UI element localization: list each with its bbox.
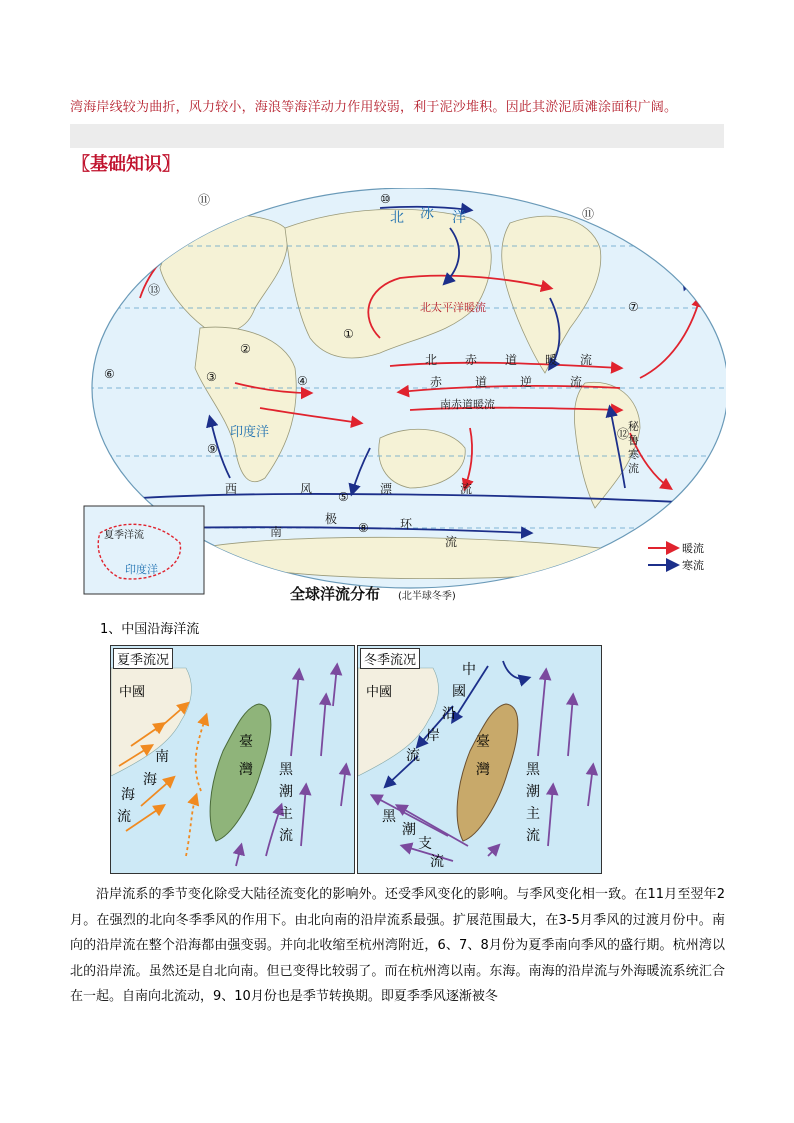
winter-branch-0: 黑 (382, 809, 396, 825)
num-8: ⑧ (358, 521, 369, 535)
divider-band (70, 124, 724, 148)
summer-kuro-2: 主 (279, 806, 293, 822)
num-1: ① (343, 327, 354, 341)
winter-taiwan-0: 臺 (476, 734, 490, 750)
china-section-title: 1、中国沿海洋流 (100, 622, 200, 637)
num-5: ⑤ (338, 490, 349, 504)
label-neq-4: 流 (580, 353, 593, 367)
label-arctic-1: 冰 (420, 206, 434, 222)
summer-taiwan-1: 灣 (239, 762, 253, 778)
label-wwd-1: 风 (300, 482, 313, 496)
label-neq-1: 赤 (465, 353, 478, 367)
label-cc-3: 流 (570, 375, 583, 389)
label-ant-0: 南 (270, 525, 283, 539)
world-ocean-currents-map (80, 188, 726, 608)
winter-branch-3: 流 (430, 854, 444, 870)
label-arctic-0: 北 (390, 210, 404, 226)
num-7: ⑦ (628, 300, 639, 314)
summer-scs-3: 流 (117, 809, 131, 825)
winter-kuro-2: 主 (526, 806, 540, 822)
legend-cold: 寒流 (682, 559, 704, 572)
label-ant-2: 环 (400, 517, 413, 531)
label-indian-ocean: 印度洋 (230, 425, 270, 440)
num-10: ⑩ (380, 192, 391, 206)
winter-coastal-2: 沿 (442, 706, 456, 722)
summer-scs-0: 南 (155, 749, 169, 765)
num-12: ⑫ (617, 427, 630, 441)
winter-china: 中國 (366, 685, 393, 700)
map-title-note: (北半球冬季) (398, 591, 456, 602)
inset-label: 夏季洋流 (104, 530, 144, 541)
num-13: ⑬ (148, 283, 161, 297)
winter-branch-2: 支 (418, 836, 432, 852)
summer-kuro-0: 黑 (279, 762, 293, 778)
inset-ocean: 印度洋 (125, 563, 158, 576)
winter-coastal-0: 中 (462, 662, 476, 678)
num-9: ⑨ (207, 442, 218, 456)
num-3: ③ (206, 370, 217, 384)
label-neq-3: 暖 (545, 353, 558, 367)
label-wwd-3: 流 (460, 482, 473, 496)
winter-kuro-1: 潮 (526, 784, 540, 800)
label-ant-3: 流 (445, 535, 458, 549)
summer-scs-1: 海 (143, 772, 157, 788)
label-cc-1: 道 (475, 375, 488, 389)
winter-coastal-4: 流 (406, 748, 420, 764)
num-4: ④ (297, 374, 308, 388)
label-wwd-2: 漂 (380, 482, 393, 496)
label-cc-0: 赤 (430, 375, 443, 389)
winter-branch-1: 潮 (402, 822, 416, 838)
body-paragraph: 沿岸流系的季节变化除受大陆径流变化的影响外。还受季风变化的影响。与季风变化相一致。在11月至翌年2月。在强烈的北向冬季季风的作用下。由北向南的沿岸流系最强。扩展范围最大，在3-5月季风的过渡月份中。南向的沿岸流在整个沿海都由强变弱。并向北收缩至杭州湾附近，6、7、8月份为夏季南向季风的盛行期。杭州湾以北的沿岸流。虽然还是自北向南。但已变得比较弱了。而在杭州湾以南。东海。南海的沿岸流与外海暖流系统汇合在一起。自南向北流动，9、10月份也是季节转换期。即夏季季风逐渐被冬 (70, 887, 725, 1004)
num-6: ⑥ (104, 367, 115, 381)
summer-china: 中國 (119, 685, 146, 700)
label-peru-1: 鲁 (628, 434, 639, 447)
summer-scs-2: 海 (121, 787, 135, 803)
summer-taiwan-0: 臺 (239, 734, 253, 750)
winter-panel-title: 冬季流况 (360, 648, 420, 669)
winter-coastal-1: 國 (452, 684, 466, 700)
label-north-pacific: 北太平洋暖流 (420, 301, 486, 314)
top-text: 湾海岸线较为曲折，风力较小，海浪等海洋动力作用较弱，利于泥沙堆积。因此其淤泥质滩涂面积广阔。 (70, 100, 678, 115)
winter-panel (357, 645, 602, 874)
num-11b: ⑪ (582, 207, 595, 221)
map-title: 全球洋流分布 (290, 585, 381, 603)
num-2: ② (240, 342, 251, 356)
winter-taiwan-1: 灣 (476, 762, 490, 778)
label-ant-1: 极 (325, 512, 338, 526)
winter-kuro-0: 黑 (526, 762, 540, 778)
summer-panel-title: 夏季流况 (113, 648, 173, 669)
summer-panel (110, 645, 355, 874)
inset-box (84, 506, 204, 594)
label-peru-2: 寒 (628, 448, 639, 461)
label-arctic-2: 洋 (452, 210, 466, 226)
legend-warm: 暖流 (682, 542, 704, 555)
label-peru-3: 流 (628, 462, 639, 475)
winter-coastal-3: 岸 (426, 728, 440, 744)
section-title: 〖基础知识〗 (72, 154, 180, 175)
cold-current (680, 228, 689, 288)
label-cc-2: 逆 (520, 375, 533, 389)
summer-kuro-3: 流 (279, 828, 293, 844)
label-peru-0: 秘 (628, 420, 639, 433)
winter-kuro-3: 流 (526, 828, 540, 844)
label-neq-0: 北 (425, 353, 438, 367)
label-neq-2: 道 (505, 353, 518, 367)
label-south-eq: 南赤道暖流 (440, 398, 495, 411)
summer-kuro-1: 潮 (279, 784, 293, 800)
label-wwd-0: 西 (225, 482, 238, 496)
num-11a: ⑪ (198, 193, 211, 207)
